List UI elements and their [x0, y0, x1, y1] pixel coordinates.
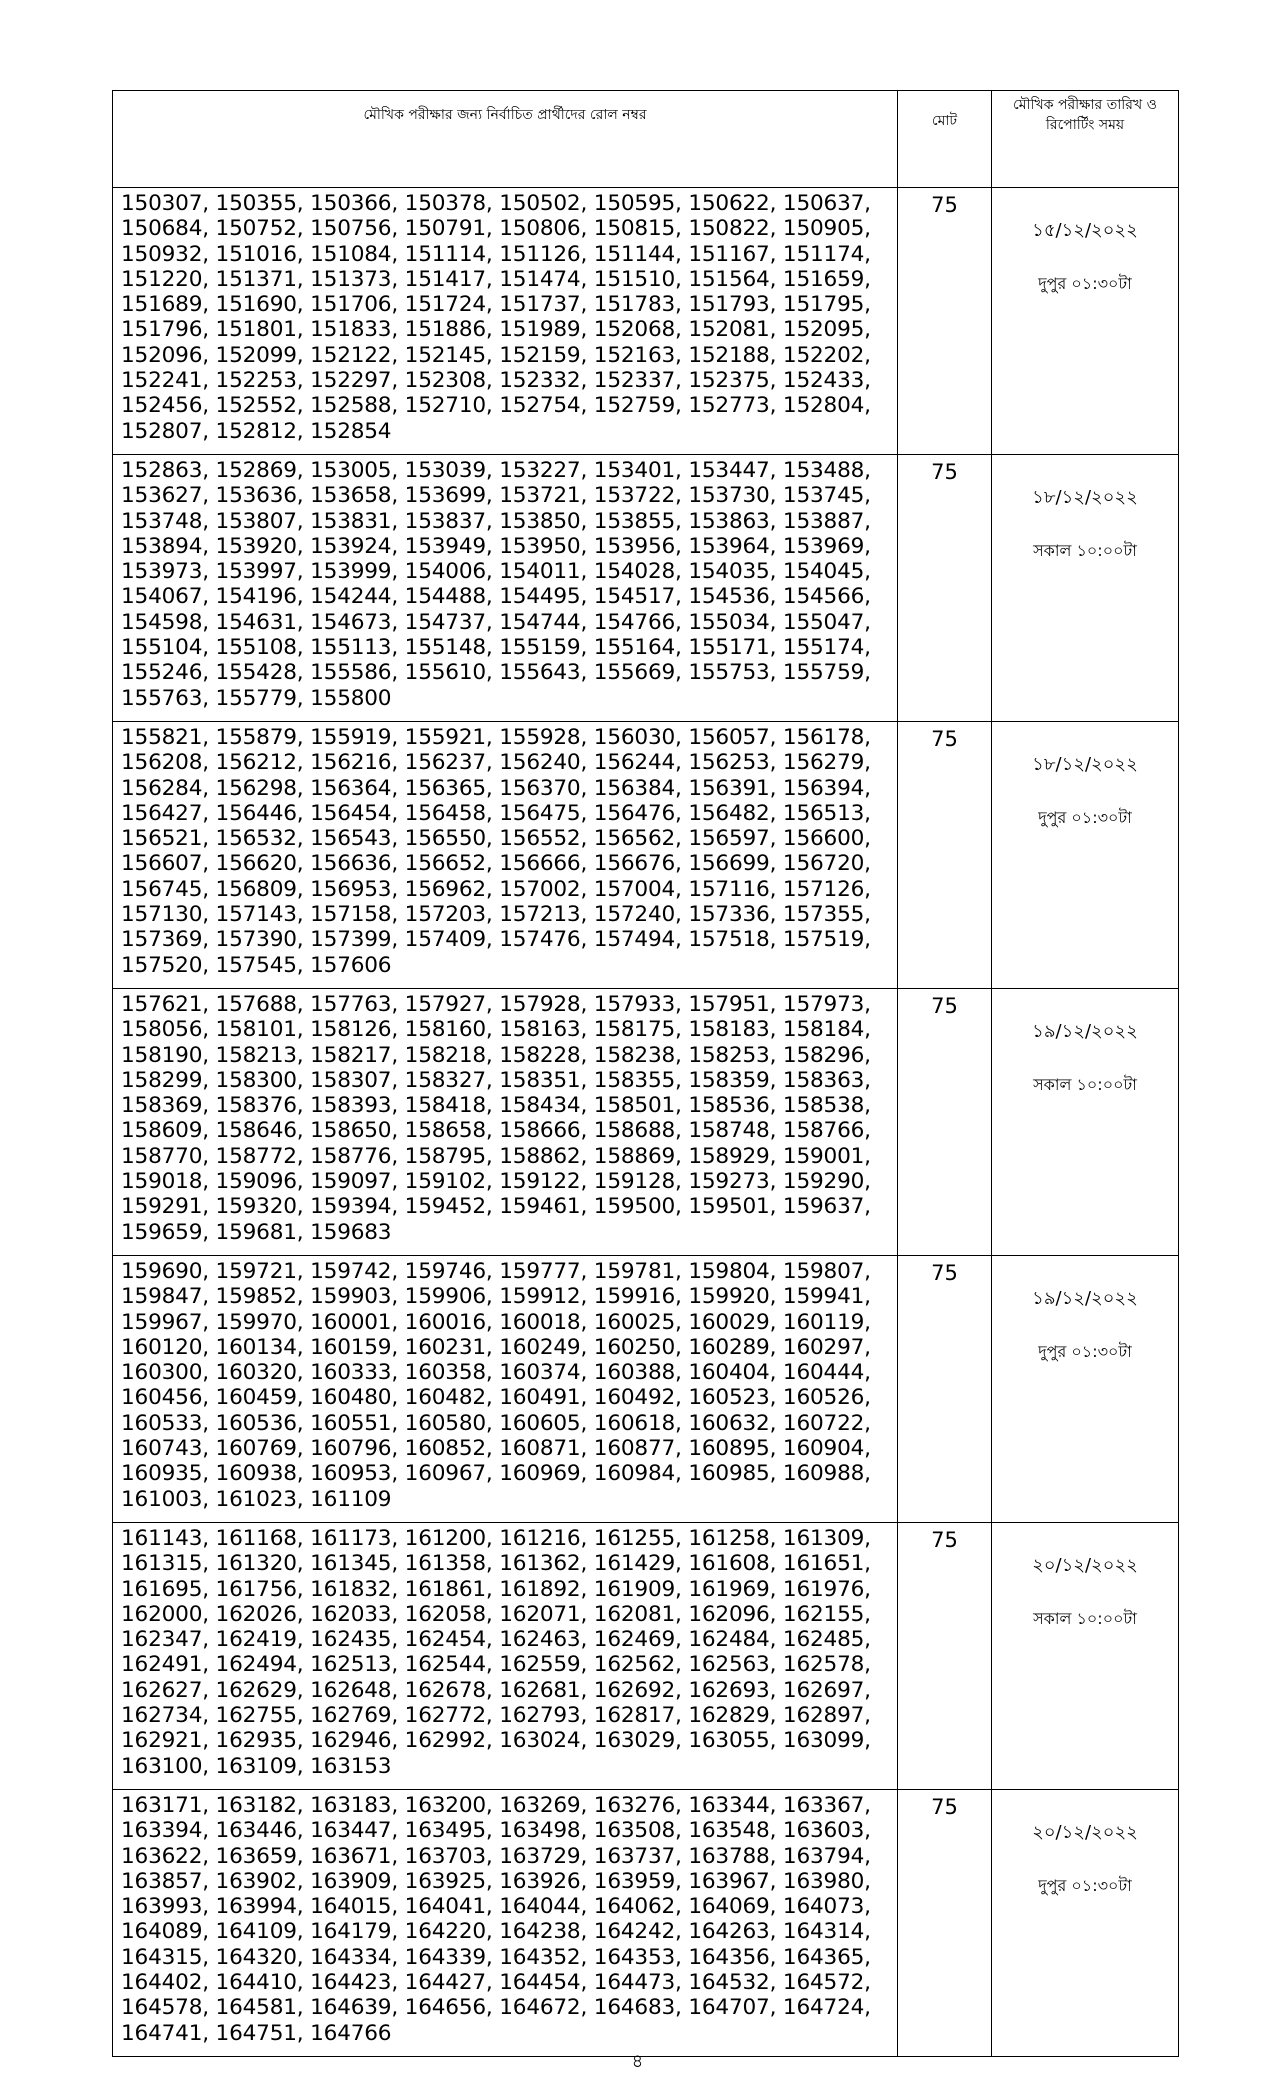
table-row: [113, 1256, 1179, 1523]
total-cell: 75: [898, 1256, 992, 1523]
interview-date: ১৯/১২/২০২২: [1032, 1021, 1138, 1042]
table-row: [113, 455, 1179, 722]
table-header-row: [113, 91, 1179, 188]
roll-numbers-cell: 152863, 152869, 153005, 153039, 153227, 153401, 153447, 153488, 153627, 153636, 153658, 153699, 153721, 153722, 153730, 153745, 153748, 153807, 153831, 153837, 153850, 153855, 153863, 153887, 153894, 153920, 153924, 153949, 153950, 153956, 153964, 153969, 153973, 153997, 153999, 154006, 154011, 154028, 154035, 154045, 154067, 154196, 154244, 154488, 154495, 154517, 154536, 154566, 154598, 154631, 154673, 154737, 154744, 154766, 155034, 155047, 155104, 155108, 155113, 155148, 155159, 155164, 155171, 155174, 155246, 155428, 155586, 155610, 155643, 155669, 155753, 155759, 155763, 155779, 155800: [113, 455, 898, 722]
total-cell: 75: [898, 989, 992, 1256]
interview-date: ১৯/১২/২০২২: [1032, 1288, 1138, 1309]
table-row: [113, 1790, 1179, 2057]
schedule-cell: [992, 722, 1179, 989]
schedule-cell: [992, 1790, 1179, 2057]
page-number: ৪: [631, 2051, 644, 2072]
reporting-time: সকাল ১০:০০টা: [1033, 541, 1137, 560]
total-cell: 75: [898, 1523, 992, 1790]
total-cell: 75: [898, 1790, 992, 2057]
roll-numbers-cell: 155821, 155879, 155919, 155921, 155928, 156030, 156057, 156178, 156208, 156212, 156216, 156237, 156240, 156244, 156253, 156279, 156284, 156298, 156364, 156365, 156370, 156384, 156391, 156394, 156427, 156446, 156454, 156458, 156475, 156476, 156482, 156513, 156521, 156532, 156543, 156550, 156552, 156562, 156597, 156600, 156607, 156620, 156636, 156652, 156666, 156676, 156699, 156720, 156745, 156809, 156953, 156962, 157002, 157004, 157116, 157126, 157130, 157143, 157158, 157203, 157213, 157240, 157336, 157355, 157369, 157390, 157399, 157409, 157476, 157494, 157518, 157519, 157520, 157545, 157606: [113, 722, 898, 989]
interview-date: ১৮/১২/২০২২: [1032, 487, 1138, 508]
reporting-time: সকাল ১০:০০টা: [1033, 1075, 1137, 1094]
schedule-cell: [992, 188, 1179, 455]
roll-numbers-cell: 150307, 150355, 150366, 150378, 150502, 150595, 150622, 150637, 150684, 150752, 150756, 150791, 150806, 150815, 150822, 150905, 150932, 151016, 151084, 151114, 151126, 151144, 151167, 151174, 151220, 151371, 151373, 151417, 151474, 151510, 151564, 151659, 151689, 151690, 151706, 151724, 151737, 151783, 151793, 151795, 151796, 151801, 151833, 151886, 151989, 152068, 152081, 152095, 152096, 152099, 152122, 152145, 152159, 152163, 152188, 152202, 152241, 152253, 152297, 152308, 152332, 152337, 152375, 152433, 152456, 152552, 152588, 152710, 152754, 152759, 152773, 152804, 152807, 152812, 152854: [113, 188, 898, 455]
table-row: [113, 1523, 1179, 1790]
roll-numbers-cell: 161143, 161168, 161173, 161200, 161216, 161255, 161258, 161309, 161315, 161320, 161345, 161358, 161362, 161429, 161608, 161651, 161695, 161756, 161832, 161861, 161892, 161909, 161969, 161976, 162000, 162026, 162033, 162058, 162071, 162081, 162096, 162155, 162347, 162419, 162435, 162454, 162463, 162469, 162484, 162485, 162491, 162494, 162513, 162544, 162559, 162562, 162563, 162578, 162627, 162629, 162648, 162678, 162681, 162692, 162693, 162697, 162734, 162755, 162769, 162772, 162793, 162817, 162829, 162897, 162921, 162935, 162946, 162992, 163024, 163029, 163055, 163099, 163100, 163109, 163153: [113, 1523, 898, 1790]
schedule-cell: [992, 1256, 1179, 1523]
schedule-cell: [992, 455, 1179, 722]
roll-numbers-cell: 159690, 159721, 159742, 159746, 159777, 159781, 159804, 159807, 159847, 159852, 159903, 159906, 159912, 159916, 159920, 159941, 159967, 159970, 160001, 160016, 160018, 160025, 160029, 160119, 160120, 160134, 160159, 160231, 160249, 160250, 160289, 160297, 160300, 160320, 160333, 160358, 160374, 160388, 160404, 160444, 160456, 160459, 160480, 160482, 160491, 160492, 160523, 160526, 160533, 160536, 160551, 160580, 160605, 160618, 160632, 160722, 160743, 160769, 160796, 160852, 160871, 160877, 160895, 160904, 160935, 160938, 160953, 160967, 160969, 160984, 160985, 160988, 161003, 161023, 161109: [113, 1256, 898, 1523]
reporting-time: দুপুর ০১:৩০টা: [1038, 808, 1132, 827]
reporting-time: দুপুর ০১:৩০টা: [1038, 1342, 1132, 1361]
reporting-time: দুপুর ০১:৩০টা: [1038, 1876, 1132, 1895]
header-total: মোট: [898, 91, 992, 188]
total-cell: 75: [898, 188, 992, 455]
interview-date: ২০/১২/২০২২: [1032, 1822, 1138, 1843]
table-row: [113, 188, 1179, 455]
header-schedule: মৌখিক পরীক্ষার তারিখ ও রিপোর্টিং সময়: [992, 91, 1179, 188]
schedule-cell: [992, 1523, 1179, 1790]
table-row: [113, 722, 1179, 989]
interview-date: ১৮/১২/২০২২: [1032, 754, 1138, 775]
total-cell: 75: [898, 455, 992, 722]
reporting-time: দুপুর ০১:৩০টা: [1038, 274, 1132, 293]
roll-numbers-cell: 163171, 163182, 163183, 163200, 163269, 163276, 163344, 163367, 163394, 163446, 163447, 163495, 163498, 163508, 163548, 163603, 163622, 163659, 163671, 163703, 163729, 163737, 163788, 163794, 163857, 163902, 163909, 163925, 163926, 163959, 163967, 163980, 163993, 163994, 164015, 164041, 164044, 164062, 164069, 164073, 164089, 164109, 164179, 164220, 164238, 164242, 164263, 164314, 164315, 164320, 164334, 164339, 164352, 164353, 164356, 164365, 164402, 164410, 164423, 164427, 164454, 164473, 164532, 164572, 164578, 164581, 164639, 164656, 164672, 164683, 164707, 164724, 164741, 164751, 164766: [113, 1790, 898, 2057]
reporting-time: সকাল ১০:০০টা: [1033, 1609, 1137, 1628]
roll-number-table: [112, 90, 1179, 2057]
interview-date: ১৫/১২/২০২২: [1032, 220, 1138, 241]
schedule-cell: [992, 989, 1179, 1256]
roll-numbers-cell: 157621, 157688, 157763, 157927, 157928, 157933, 157951, 157973, 158056, 158101, 158126, 158160, 158163, 158175, 158183, 158184, 158190, 158213, 158217, 158218, 158228, 158238, 158253, 158296, 158299, 158300, 158307, 158327, 158351, 158355, 158359, 158363, 158369, 158376, 158393, 158418, 158434, 158501, 158536, 158538, 158609, 158646, 158650, 158658, 158666, 158688, 158748, 158766, 158770, 158772, 158776, 158795, 158862, 158869, 158929, 159001, 159018, 159096, 159097, 159102, 159122, 159128, 159273, 159290, 159291, 159320, 159394, 159452, 159461, 159500, 159501, 159637, 159659, 159681, 159683: [113, 989, 898, 1256]
total-cell: 75: [898, 722, 992, 989]
table-row: [113, 989, 1179, 1256]
interview-date: ২০/১২/২০২২: [1032, 1555, 1138, 1576]
header-roll-numbers: মৌখিক পরীক্ষার জন্য নির্বাচিত প্রার্থীদের রোল নম্বর: [113, 91, 898, 188]
